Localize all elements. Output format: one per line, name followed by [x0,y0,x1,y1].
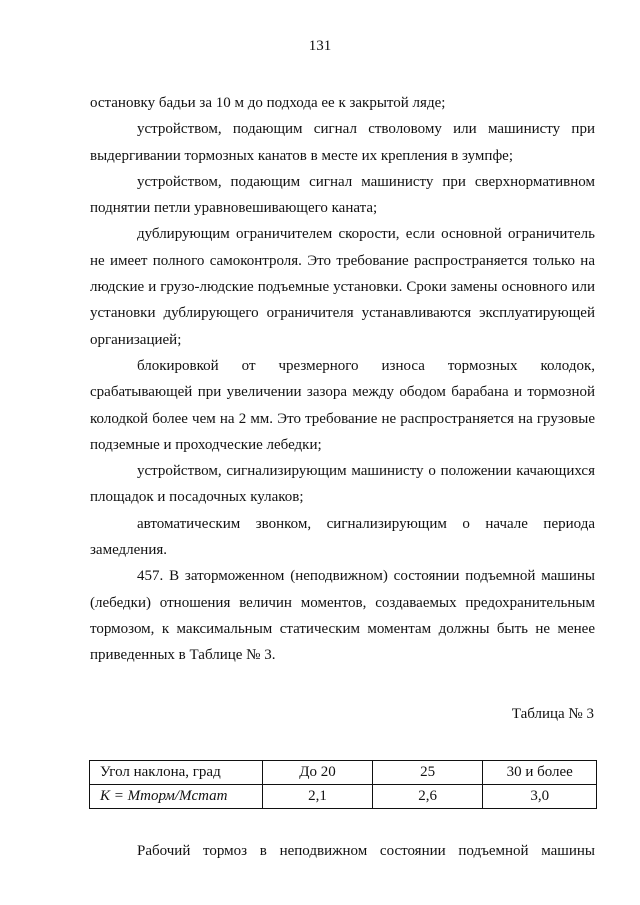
table-row [90,785,597,809]
paragraph: устройством, сигнализирующим машинисту о положении качающихся площадок и посадочных кулаков; [90,463,595,506]
table-cell: До 20 [263,761,373,785]
table-cell: 2,6 [372,785,483,809]
paragraph-457: 457. В заторможенном (неподвижном) состоянии подъемной машины (лебедки) отношения величин моментов, создаваемых предохранительным тормозом, к максимальным статическим моментам должны быть не менее приведенных в Таблице № 3. [90,568,595,664]
table-caption: Таблица № 3 [511,706,594,722]
paragraph: дублирующим ограничителем скорости, если основной ограничитель не имеет полного самоконтроля. Это требование распространяется только на людские и грузо-людские подъемные установки. Сроки замены основного или установки дублирующего ограничителя устанавливаются эксплуатирующей организацией; [90,226,595,348]
body-text [90,90,595,669]
table-cell: 2,1 [263,785,373,809]
table-row [90,761,597,785]
paragraph: остановку бадьи за 10 м до подхода ее к закрытой ляде; [90,95,446,111]
table-cell: 30 и более [483,761,597,785]
paragraph: устройством, подающим сигнал машинисту при сверхнормативном поднятии петли уравновешивающего каната; [90,173,595,217]
paragraph: Рабочий тормоз в неподвижном состоянии подъемной машины [137,843,595,859]
table-cell: K = Mторм/Mстат [90,785,263,809]
table-cell: 3,0 [483,785,597,809]
paragraph: устройством, подающим сигнал стволовому или машинисту при выдергивании тормозных канатов в месте их крепления в зумпфе; [90,121,595,164]
paragraph: автоматическим звонком, сигнализирующим о начале периода замедления. [90,515,595,559]
table-cell: Угол наклона, град [90,761,263,785]
paragraph: блокировкой от чрезмерного износа тормозных колодок, срабатывающей при увеличении зазора между ободом барабана и тормозной колодкой более чем на 2 мм. Это требование не распространяется на грузовые подземные и проходческие лебедки; [90,357,595,453]
page-number: 131 [308,38,332,54]
data-table [89,760,597,809]
continuing-paragraph [90,838,595,864]
table-cell: 25 [372,761,483,785]
